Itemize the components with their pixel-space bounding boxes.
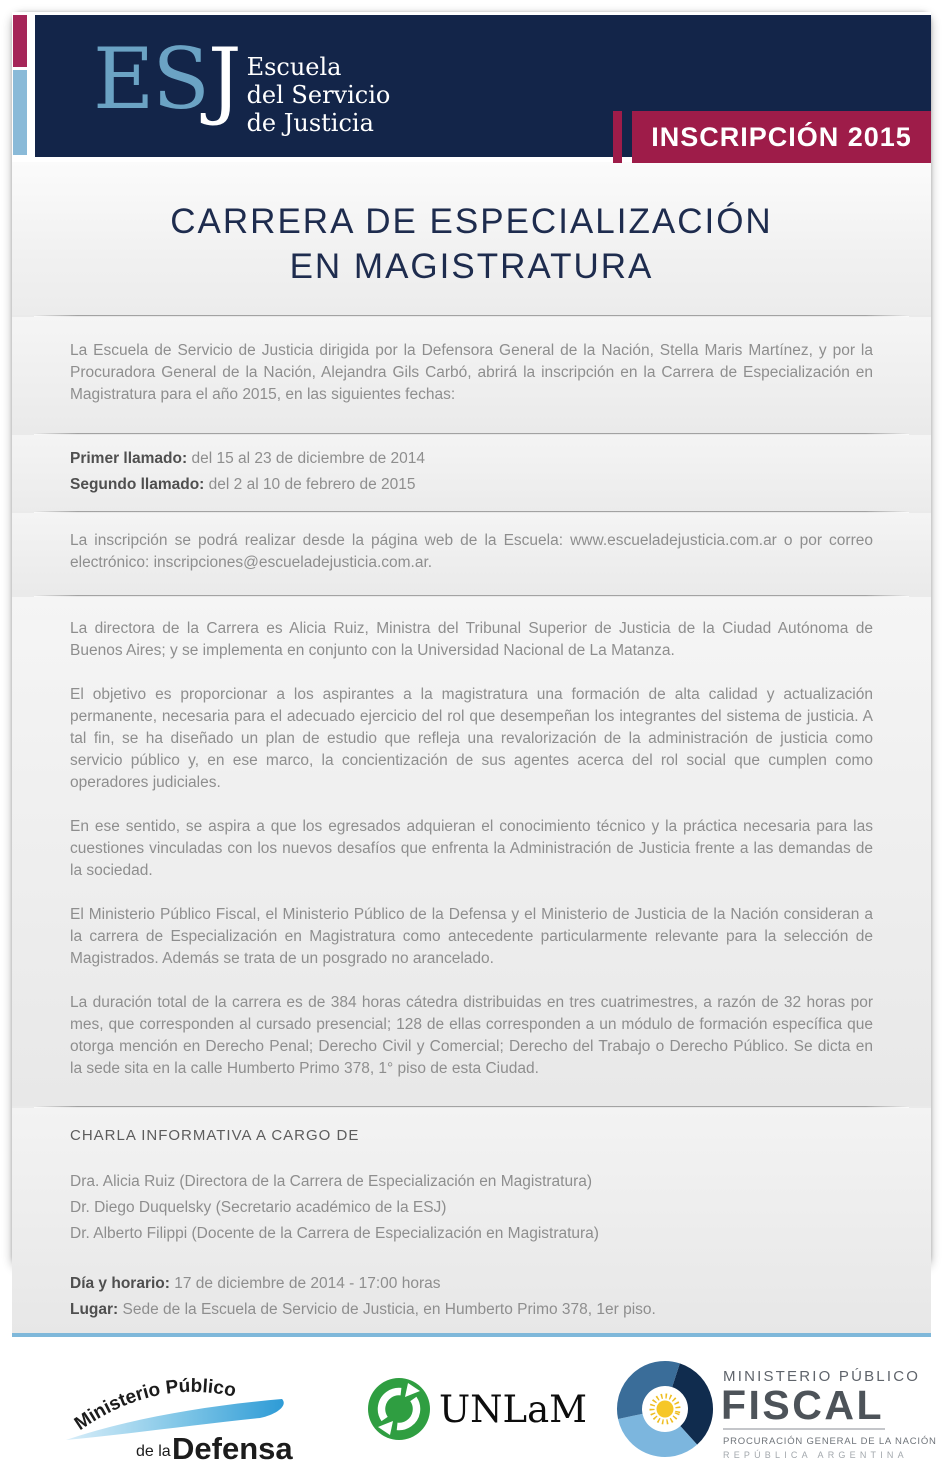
esj-wordmark-line2: del Servicio (246, 81, 391, 110)
defensa-logo (50, 1356, 302, 1462)
llamado-value: del 15 al 23 de diciembre de 2014 (187, 450, 425, 467)
fiscal-logo (615, 1353, 937, 1465)
esj-wordmark-line1: Escuela (246, 53, 342, 81)
llamado-row (70, 472, 873, 498)
fiscal-sub2-text: REPÚBLICA ARGENTINA (723, 1449, 908, 1460)
body-paragraph: El Ministerio Público Fiscal, el Ministerio Público de la Defensa y el Ministerio de Justicia de la Nación consideran a la carrera de Especialización en Magistratura como antecedente particularmente relevante para la selección de Magistrados. Además se trata de un posgrado no arancelado. (70, 906, 873, 967)
llamado-label: Primer llamado: (70, 450, 188, 467)
registration-paragraph: La inscripción se podrá realizar desde la página web de la Escuela: www.escueladejusticia.com.ar o por correo electrónico: inscripciones@escueladejusticia.com.ar. (70, 532, 873, 571)
unlam-name-text: UNLaM (438, 1387, 587, 1431)
llamado-label: Segundo llamado: (70, 476, 205, 493)
inscription-badge: INSCRIPCIÓN 2015 (632, 111, 931, 163)
registration-section (12, 513, 931, 595)
content (12, 162, 931, 1333)
charla-section (12, 1108, 931, 1333)
fiscal-logo-graphic (615, 1353, 937, 1465)
body-paragraph: La directora de la Carrera es Alicia Ruiz, Ministra del Tribunal Superior de Justicia de la Ciudad Autónoma de Buenos Aires; y se implementa en conjunto con la Universidad Nacional de La Matanza. (70, 620, 873, 659)
esj-wordmark-line3: de Justicia (246, 109, 374, 138)
schedule (70, 1271, 873, 1323)
fiscal-main-text: FISCAL (721, 1381, 885, 1428)
llamados-section (12, 435, 931, 511)
title-section (12, 162, 931, 315)
llamado-value: del 2 al 10 de febrero de 2015 (204, 476, 416, 493)
schedule-value: Sede de la Escuela de Servicio de Justicia, en Humberto Primo 378, 1er piso. (118, 1301, 656, 1318)
footer (12, 1333, 937, 1480)
esj-es-letters: ES (93, 30, 208, 128)
esj-logo (93, 30, 391, 138)
intro-paragraph: La Escuela de Servicio de Justicia dirigida por la Defensora General de la Nación, Stella Maris Martínez, y por la Procuradora General de la Nación, Alejandra Gils Carbó, abrirá la inscripción en la Carrera de Especialización en Magistratura para el año 2015, en las siguientes fechas: (70, 342, 873, 403)
flyer-page (12, 12, 937, 1462)
inscription-accent-stripe (613, 111, 622, 163)
fiscal-top-text: MINISTERIO PÚBLICO (723, 1367, 921, 1385)
schedule-label: Lugar: (70, 1301, 119, 1318)
schedule-value: 17 de diciembre de 2014 - 17:00 horas (169, 1275, 441, 1292)
body-paragraph: La duración total de la carrera es de 384 horas cátedra distribuidas en tres cuatrimestres, a razón de 32 horas por mes, que corresponden al cursado presencial; 128 de ellas corresponden a un módulo de formación específica que otorga mención en Derecho Penal; Derecho Civil y Comercial; Derecho del Trabajo o Derecho Público. Se dicta en la sede sita en la calle Humberto Primo 378, 1° piso de esta Ciudad. (70, 994, 873, 1077)
defensa-prefix-text: de la (136, 1442, 171, 1460)
schedule-row (70, 1297, 873, 1323)
speakers-list (70, 1169, 873, 1247)
body-paragraph: En ese sentido, se aspira a que los egresados adquieran el conocimiento técnico y la práctica necesaria para las cuestiones vinculadas con los nuevos desafíos que enfrenta la Administración de Justicia frente a las demandas de la sociedad. (70, 818, 873, 879)
maroon-accent-block (13, 15, 27, 67)
unlam-logo-graphic (361, 1370, 587, 1448)
body-section (12, 597, 931, 1106)
charla-heading: CHARLA INFORMATIVA A CARGO DE (70, 1127, 360, 1144)
page-title-line1: CARRERA DE ESPECIALIZACIÓN (170, 202, 773, 241)
fiscal-sub1-text: PROCURACIÓN GENERAL DE LA NACIÓN (723, 1435, 937, 1447)
fiscal-emblem-icon (605, 1348, 726, 1469)
page-title (12, 199, 931, 289)
schedule-label: Día y horario: (70, 1275, 170, 1292)
page-title-line2: EN MAGISTRATURA (289, 247, 654, 286)
unlam-circle-icon (368, 1378, 430, 1440)
esj-letters (93, 30, 240, 137)
llamado-row (70, 446, 873, 472)
defensa-logo-graphic (50, 1356, 302, 1462)
defensa-name-text: Defensa (172, 1430, 293, 1462)
defensa-arc-text: Ministerio Público (70, 1375, 238, 1435)
blue-accent-block (13, 70, 27, 155)
body-paragraph: El objetivo es proporcionar a los aspirantes a la magistratura una formación de alta calidad y actualización permanente, necesaria para el adecuado ejercicio del rol que desempeñan los integrantes del sistema de justicia. A tal fin, se ha diseñado un plan de estudio que refleja una revalorización de la administración de justicia como servicio público y, en ese marco, la concientización de sus agentes acerca del rol social que cumplen como operadores judiciales. (70, 686, 873, 791)
intro-section (12, 317, 931, 433)
speaker-item: Dra. Alicia Ruiz (Directora de la Carrera de Especialización en Magistratura) (70, 1173, 593, 1190)
speaker-item: Dr. Alberto Filippi (Docente de la Carrera de Especialización en Magistratura) (70, 1225, 599, 1242)
speaker-item: Dr. Diego Duquelsky (Secretario académico de la ESJ) (70, 1199, 447, 1216)
esj-j-letter: J (207, 30, 240, 128)
schedule-row (70, 1271, 873, 1297)
header (12, 12, 931, 162)
unlam-logo (361, 1370, 587, 1448)
esj-wordmark (247, 37, 391, 137)
